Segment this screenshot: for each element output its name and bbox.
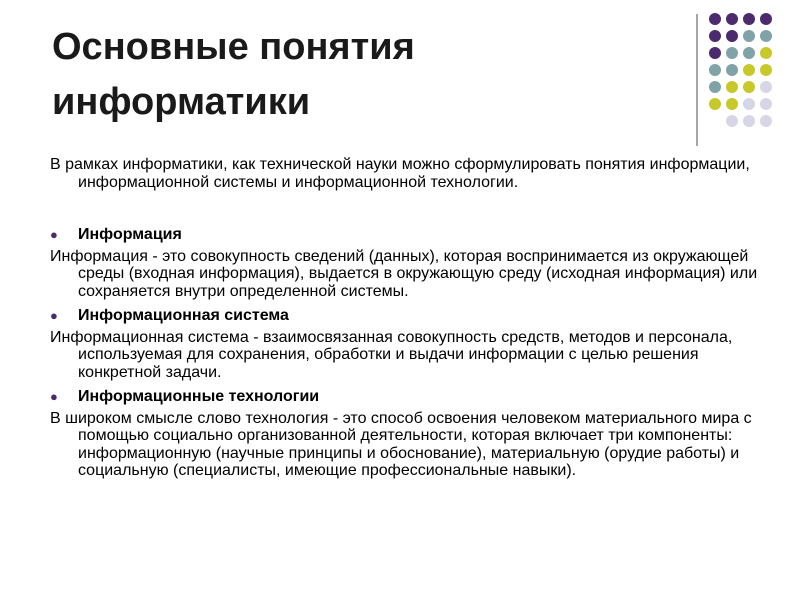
section-information (50, 226, 760, 300)
section-information-system (50, 307, 760, 381)
decorative-dot (726, 13, 738, 25)
decorative-dot (743, 64, 755, 76)
decorative-dot (743, 98, 755, 110)
decorative-dot (743, 47, 755, 59)
decorative-dot (760, 13, 772, 25)
definition-text: Информационная система - взаимосвязанная совокупность средств, методов и персонала, используемая для сохранения, обработки и выдачи информации с целью решения конкретной задачи. (50, 328, 733, 381)
decorative-dot (760, 30, 772, 42)
decorative-dot (709, 30, 721, 42)
definition-text: Информация - это совокупность сведений (данных), которая воспринимается из окружающей среды (входная информация), выдается в окружающую среду (исходная информация) или сохраняется внутри определенной системы. (50, 247, 758, 300)
decorative-dot (743, 30, 755, 42)
bullet-heading (50, 388, 760, 406)
decorative-dot (743, 13, 755, 25)
section-information-technologies (50, 388, 760, 480)
bullet-heading-text: Информационная система (78, 307, 289, 324)
bullet-icon: ● (50, 308, 58, 323)
decorative-dot (726, 115, 738, 127)
decorative-dot (726, 30, 738, 42)
bullet-heading-text: Информационные технологии (78, 388, 320, 405)
decorative-dot (726, 81, 738, 93)
decorative-dot (760, 81, 772, 93)
decorative-dot (726, 64, 738, 76)
bullet-heading (50, 226, 760, 244)
decorative-dot (709, 81, 721, 93)
decorative-dot (709, 13, 721, 25)
decorative-dot (760, 64, 772, 76)
decorative-dot (760, 47, 772, 59)
decorative-dot-grid (706, 10, 786, 130)
decorative-dot (709, 98, 721, 110)
decorative-dot (709, 64, 721, 76)
bullet-heading (50, 307, 760, 325)
decorative-dot (726, 98, 738, 110)
intro-paragraph: В рамках информатики, как технической науки можно сформулировать понятия информации, информационной системы и информационной технологии. (50, 156, 750, 191)
decorative-divider (696, 14, 698, 146)
decorative-dot (743, 115, 755, 127)
bullet-heading-text: Информация (78, 226, 182, 243)
slide-title (52, 20, 652, 130)
bullet-icon: ● (50, 389, 58, 404)
decorative-dot (743, 81, 755, 93)
decorative-dot (760, 98, 772, 110)
slide-title-line-1: Основные понятия (52, 26, 415, 68)
slide-title-line-2: информатики (52, 81, 311, 123)
decorative-dot (760, 115, 772, 127)
definition-text: В широком смысле слово технология - это способ освоения человеком материального мира с помощью социально организованной деятельности, которая включает три компоненты: информационную (научные принципы и обоснование), материальную (орудие работы) и социальную (специалисты, имеющие профессиональные навыки). (50, 409, 752, 479)
slide-body (50, 156, 760, 487)
decorative-dot (726, 47, 738, 59)
bullet-icon: ● (50, 227, 58, 242)
decorative-dot (709, 47, 721, 59)
